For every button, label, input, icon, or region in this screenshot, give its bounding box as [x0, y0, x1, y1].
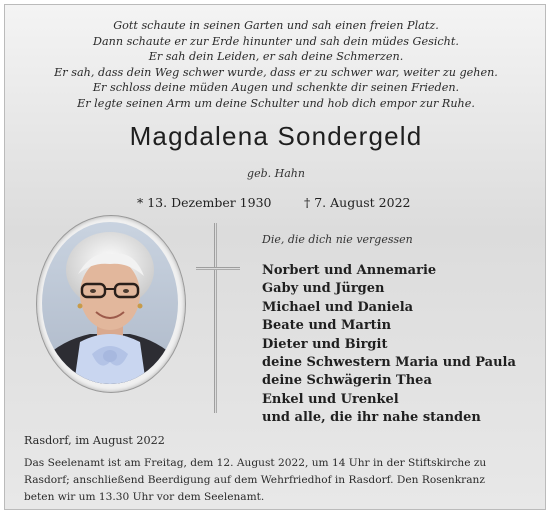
notice-line: beten wir um 13.30 Uhr vor dem Seelenamt.: [24, 491, 265, 503]
obituary-card: [4, 4, 546, 510]
poem-line: Gott schaute in seinen Garten und sah einen freien Platz.: [113, 19, 439, 32]
mourner: Gaby und Jürgen: [262, 281, 385, 297]
portrait-photo: [42, 222, 178, 384]
poem-line: Er sah dein Leiden, er sah deine Schmerzen.: [148, 50, 404, 64]
mourner: Beate und Martin: [262, 318, 392, 334]
notice-line: Rasdorf; anschließend Beerdigung auf dem Wehrfriedhof in Rasdorf. Den Rosenkranz: [24, 474, 485, 486]
mourner: deine Schwägerin Thea: [262, 373, 432, 389]
maiden-name: geb. Hahn: [247, 167, 305, 180]
death-date: † 7. August 2022: [304, 195, 411, 210]
poem-line: Er legte seinen Arm um deine Schulter und hob dich empor zur Ruhe.: [77, 96, 475, 110]
place-date: Rasdorf, im August 2022: [24, 434, 165, 447]
deceased-name: Magdalena Sondergeld: [129, 121, 423, 151]
mourner: Enkel und Urenkel: [262, 391, 399, 407]
mourners-intro: Die, die dich nie vergessen: [262, 233, 413, 246]
birth-date: * 13. Dezember 1930: [137, 195, 272, 210]
notice-line: Das Seelenamt ist am Freitag, dem 12. August 2022, um 14 Uhr in der Stiftskirche zu: [24, 457, 487, 469]
poem-line: Er schloss deine müden Augen und schenkte dir seinen Frieden.: [92, 81, 460, 95]
mourner: Michael und Daniela: [262, 299, 414, 315]
cross-horizontal: [196, 267, 240, 270]
mourner: deine Schwestern Maria und Paula: [262, 355, 516, 371]
mourner: Norbert und Annemarie: [262, 263, 437, 278]
mourner: Dieter und Birgit: [262, 336, 388, 352]
mourner: und alle, die ihr nahe standen: [262, 410, 481, 426]
funeral-notice: [24, 455, 536, 506]
mourners-list: [262, 262, 516, 428]
poem-line: Er sah, dass dein Weg schwer wurde, dass er zu schwer war, weiter zu gehen.: [54, 65, 498, 79]
poem: [5, 18, 547, 112]
poem-line: Dann schaute er zur Erde hinunter und sah dein müdes Gesicht.: [93, 34, 459, 48]
portrait-image: [42, 222, 178, 384]
cross-vertical: [214, 223, 217, 413]
